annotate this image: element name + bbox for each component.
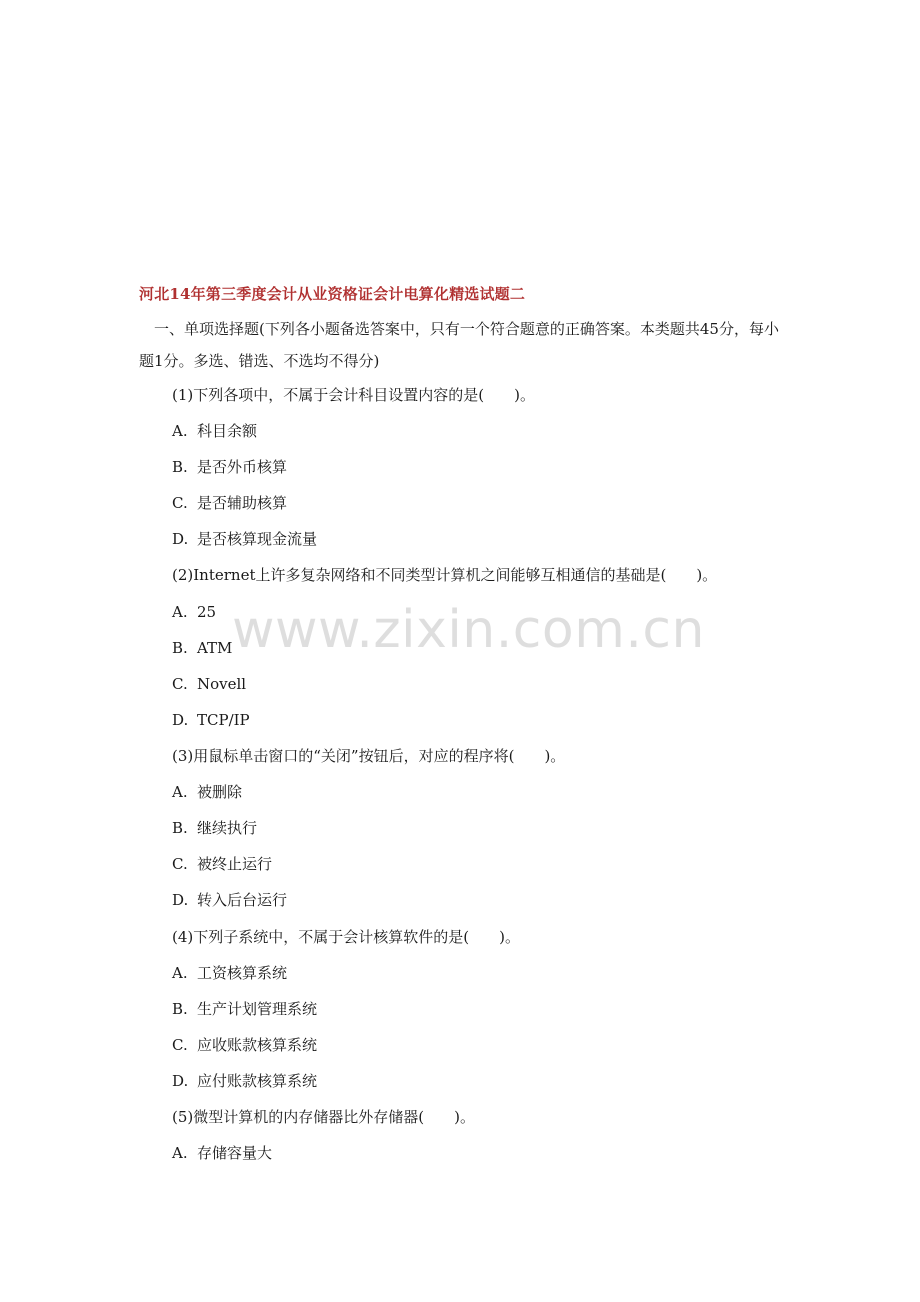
option-text: 是否核算现金流量 <box>197 530 318 548</box>
option-text: Novell <box>197 675 247 693</box>
section-heading: 一、单项选择题(下列各小题备选答案中，只有一个符合题意的正确答案。本类题共45分，每小题1分。多选、错选、不选均不得分) <box>139 320 779 370</box>
option-text: 应收账款核算系统 <box>197 1036 318 1054</box>
option-text: 被删除 <box>197 783 243 801</box>
option-text: 科目余额 <box>197 422 258 440</box>
option-text: 转入后台运行 <box>197 891 288 909</box>
option-letter: C. <box>172 494 188 512</box>
question-4-option-c <box>172 1035 317 1055</box>
question-2-option-a <box>172 602 216 622</box>
watermark-text: www.zixin.com.cn <box>232 600 705 660</box>
option-letter: A. <box>172 603 188 621</box>
option-letter: B. <box>172 819 188 837</box>
question-1-stem: (1)下列各项中，不属于会计科目设置内容的是( )。 <box>172 386 535 404</box>
option-letter: A. <box>172 1144 188 1162</box>
option-letter: B. <box>172 458 188 476</box>
option-text: 继续执行 <box>197 819 258 837</box>
question-1-option-b <box>172 457 287 477</box>
option-letter: A. <box>172 783 188 801</box>
question-1-option-d <box>172 529 317 549</box>
question-2-option-d <box>172 710 250 730</box>
question-4-stem: (4)下列子系统中，不属于会计核算软件的是( )。 <box>172 928 520 946</box>
option-letter: D. <box>172 1072 189 1090</box>
option-text: TCP/IP <box>197 711 250 729</box>
question-5-option-a <box>172 1143 272 1163</box>
question-3-option-c <box>172 854 272 874</box>
option-letter: B. <box>172 639 188 657</box>
option-letter: D. <box>172 711 189 729</box>
question-2-option-c <box>172 674 246 694</box>
option-letter: C. <box>172 1036 188 1054</box>
option-text: 是否辅助核算 <box>197 494 288 512</box>
question-3-option-a <box>172 782 242 802</box>
option-text: 生产计划管理系统 <box>197 1000 318 1018</box>
option-text: 是否外币核算 <box>197 458 288 476</box>
option-text: 应付账款核算系统 <box>197 1072 318 1090</box>
option-letter: A. <box>172 422 188 440</box>
question-1-option-c <box>172 493 287 513</box>
question-5-stem: (5)微型计算机的内存储器比外存储器( )。 <box>172 1108 475 1126</box>
option-text: 存储容量大 <box>197 1144 273 1162</box>
option-text: 被终止运行 <box>197 855 273 873</box>
option-letter: A. <box>172 964 188 982</box>
question-2-option-b <box>172 638 232 658</box>
option-text: ATM <box>197 639 233 657</box>
question-4-option-b <box>172 999 317 1019</box>
question-2-stem: (2)Internet上许多复杂网络和不同类型计算机之间能够互相通信的基础是( )。 <box>172 566 718 584</box>
question-1-option-a <box>172 421 257 441</box>
option-text: 工资核算系统 <box>197 964 288 982</box>
option-letter: C. <box>172 675 188 693</box>
question-3-option-b <box>172 818 257 838</box>
question-4-option-a <box>172 963 287 983</box>
question-4-option-d <box>172 1071 317 1091</box>
question-3-option-d <box>172 890 287 910</box>
document-title: 河北14年第三季度会计从业资格证会计电算化精选试题二 <box>139 285 526 303</box>
option-text: 25 <box>197 603 217 621</box>
option-letter: D. <box>172 891 189 909</box>
option-letter: D. <box>172 530 189 548</box>
option-letter: C. <box>172 855 188 873</box>
question-3-stem: (3)用鼠标单击窗口的“关闭”按钮后，对应的程序将( )。 <box>172 747 566 765</box>
option-letter: B. <box>172 1000 188 1018</box>
